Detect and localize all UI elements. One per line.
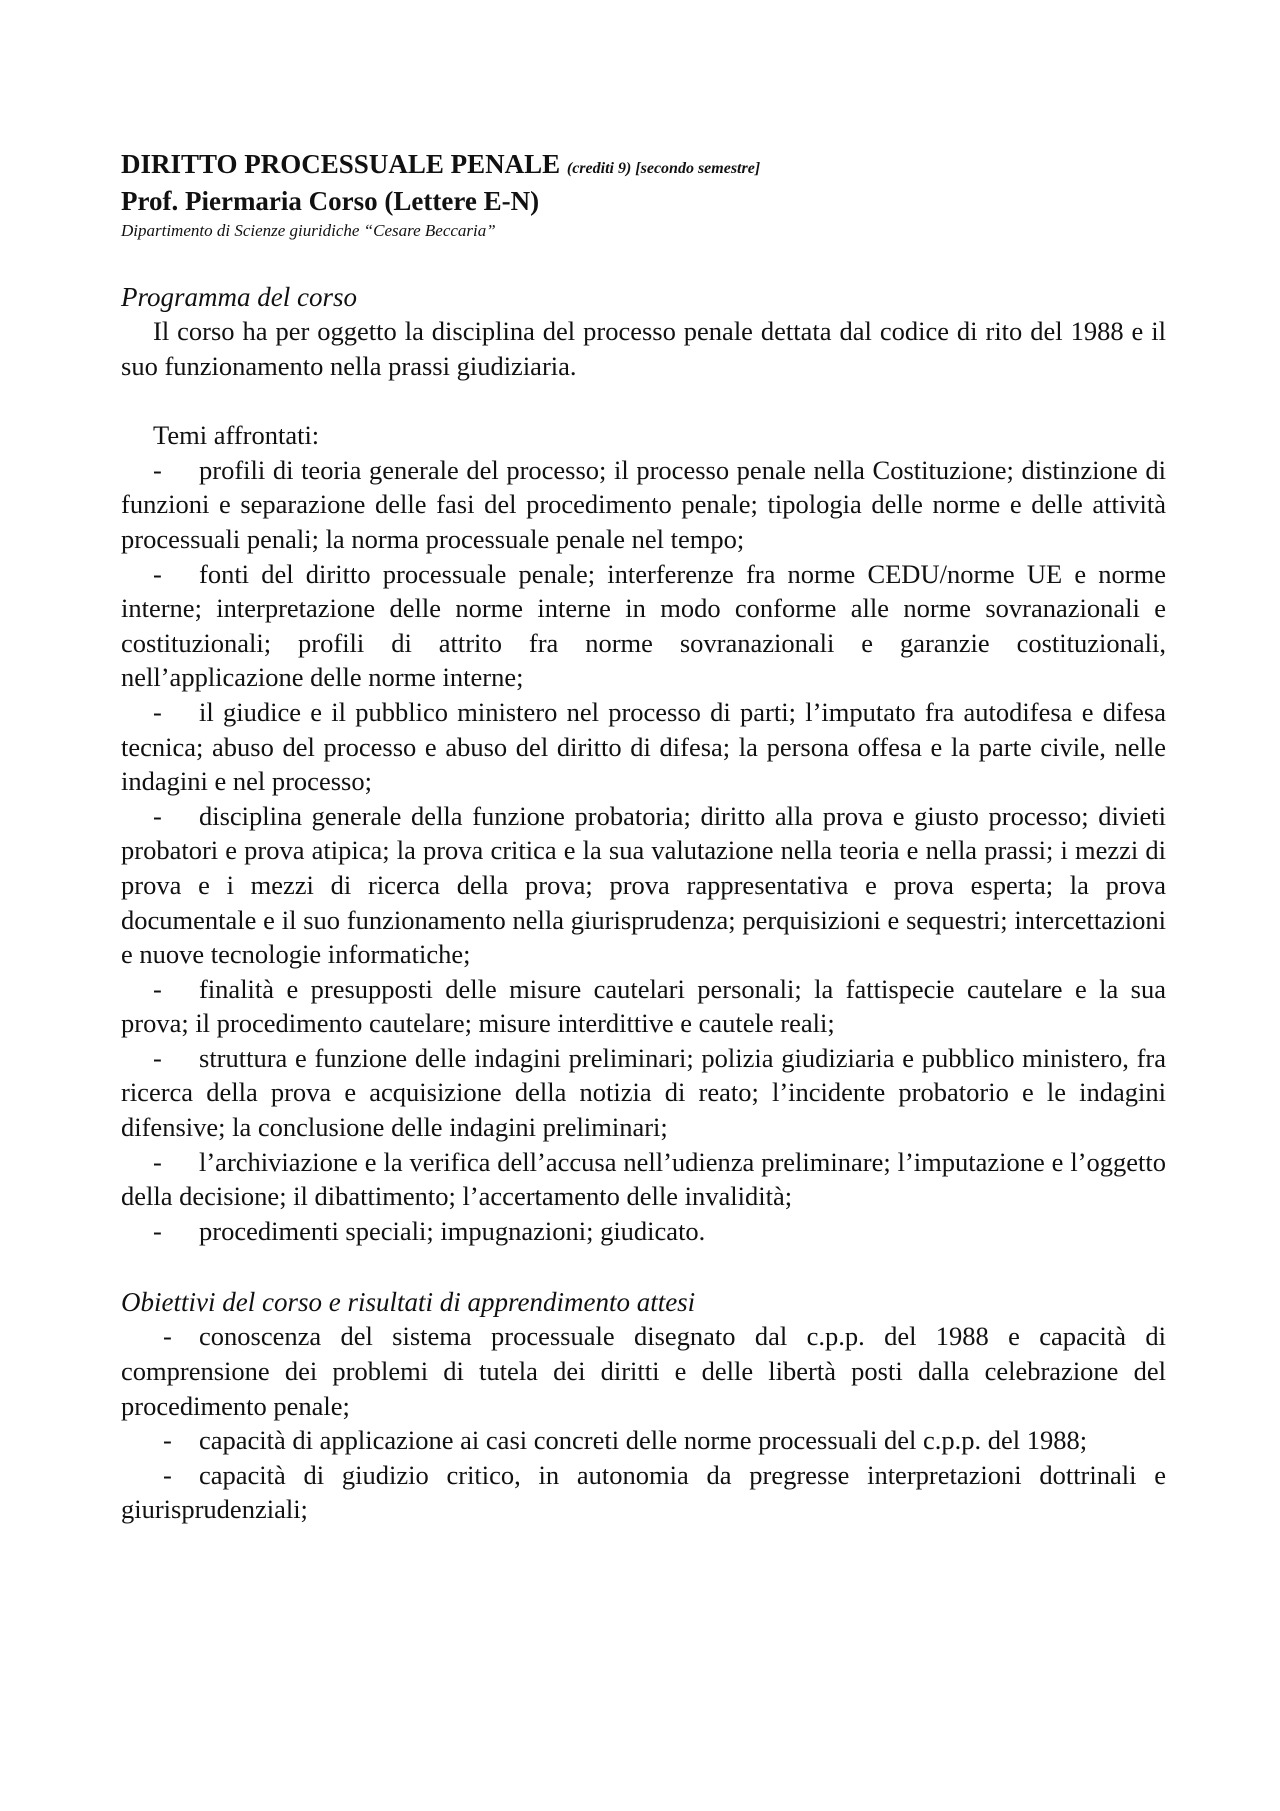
topic-text: procedimenti speciali; impugnazioni; giudicato. [199,1215,706,1246]
list-dash: - [163,1321,172,1352]
topic-item [121,1145,1166,1214]
list-dash: - [163,1425,172,1456]
topic-text: disciplina generale della funzione probatoria; diritto alla prova e giusto processo; divieti probatori e prova atipica; la prova critica e la sua valutazione nella teoria e nella prassi; i mezzi di prova e i mezzi di ricerca della prova; prova rappresentativa e prova esperta; la prova documentale e il suo funzionamento nella giurisprudenza; perquisizioni e sequestri; intercettazioni e nuove tecnologie informatiche; [121,800,1166,970]
list-dash: - [153,1215,162,1246]
topic-item [121,453,1166,557]
list-dash: - [153,800,162,831]
topic-item [121,799,1166,972]
programma-heading: Programma del corso [121,282,357,312]
topic-item [121,972,1166,1041]
professor-name: Prof. Piermaria Corso (Lettere E-N) [121,186,540,216]
document-page [121,148,1166,1527]
list-dash: - [153,1042,162,1073]
department-name: Dipartimento di Scienze giuridiche “Cesare Beccaria” [121,221,496,240]
objective-text: capacità di applicazione ai casi concreti delle norme processuali del c.p.p. del 1988; [199,1425,1088,1456]
topic-text: profili di teoria generale del processo; il processo penale nella Costituzione; distinzione di funzioni e separazione delle fasi del procedimento penale; tipologia delle norme e delle attività processuali penali; la norma processuale penale nel tempo; [121,454,1166,554]
objective-text: conoscenza del sistema processuale disegnato dal c.p.p. del 1988 e capacità di comprensione dei problemi di tutela dei diritti e delle libertà posti dalla celebrazione del procedimento penale; [121,1321,1166,1421]
list-dash: - [153,973,162,1004]
list-dash: - [153,558,162,589]
course-title: DIRITTO PROCESSUALE PENALE [121,149,561,179]
topic-item [121,1214,1166,1249]
objective-item [121,1458,1166,1527]
topic-item [121,695,1166,799]
objective-text: capacità di giudizio critico, in autonomia da pregresse interpretazioni dottrinali e giurisprudenziali; [121,1459,1166,1525]
list-dash: - [163,1459,172,1490]
list-dash: - [153,1146,162,1177]
topic-text: il giudice e il pubblico ministero nel processo di parti; l’imputato fra autodifesa e difesa tecnica; abuso del processo e abuso del diritto di difesa; la persona offesa e la parte civile, nelle indagini e nel processo; [121,696,1166,797]
topic-text: fonti del diritto processuale penale; interferenze fra norme CEDU/norme UE e norme interne; interpretazione delle norme interne in modo conforme alle norme sovranazionali e costituzionali; profili di attrito fra norme sovranazionali e garanzie costituzionali, nell’applicazione delle norme interne; [121,558,1166,693]
objective-item [121,1319,1166,1423]
obiettivi-heading: Obiettivi del corso e risultati di apprendimento attesi [121,1287,696,1318]
topic-item [121,557,1166,695]
course-title-line [121,148,1166,185]
topic-text: struttura e funzione delle indagini preliminari; polizia giudiziaria e pubblico ministero, fra ricerca della prova e acquisizione della notizia di reato; l’incidente probatorio e le indagini difensive; la conclusione delle indagini preliminari; [121,1042,1166,1143]
objective-item [121,1423,1166,1458]
topic-text: finalità e presupposti delle misure cautelari personali; la fattispecie cautelare e la sua prova; il procedimento cautelare; misure interdittive e cautele reali; [121,973,1166,1039]
list-dash: - [153,454,162,485]
course-meta: (crediti 9) [secondo semestre] [566,160,761,177]
programma-intro: Il corso ha per oggetto la disciplina del processo penale dettata dal codice di rito del 1988 e il suo funzionamento nella prassi giudiziaria. [121,316,1166,381]
topic-text: l’archiviazione e la verifica dell’accusa nell’udienza preliminare; l’imputazione e l’oggetto della decisione; il dibattimento; l’accertamento delle invalidità; [121,1146,1166,1212]
list-dash: - [153,696,162,727]
topic-item [121,1041,1166,1145]
topics-label: Temi affrontati: [153,420,320,451]
